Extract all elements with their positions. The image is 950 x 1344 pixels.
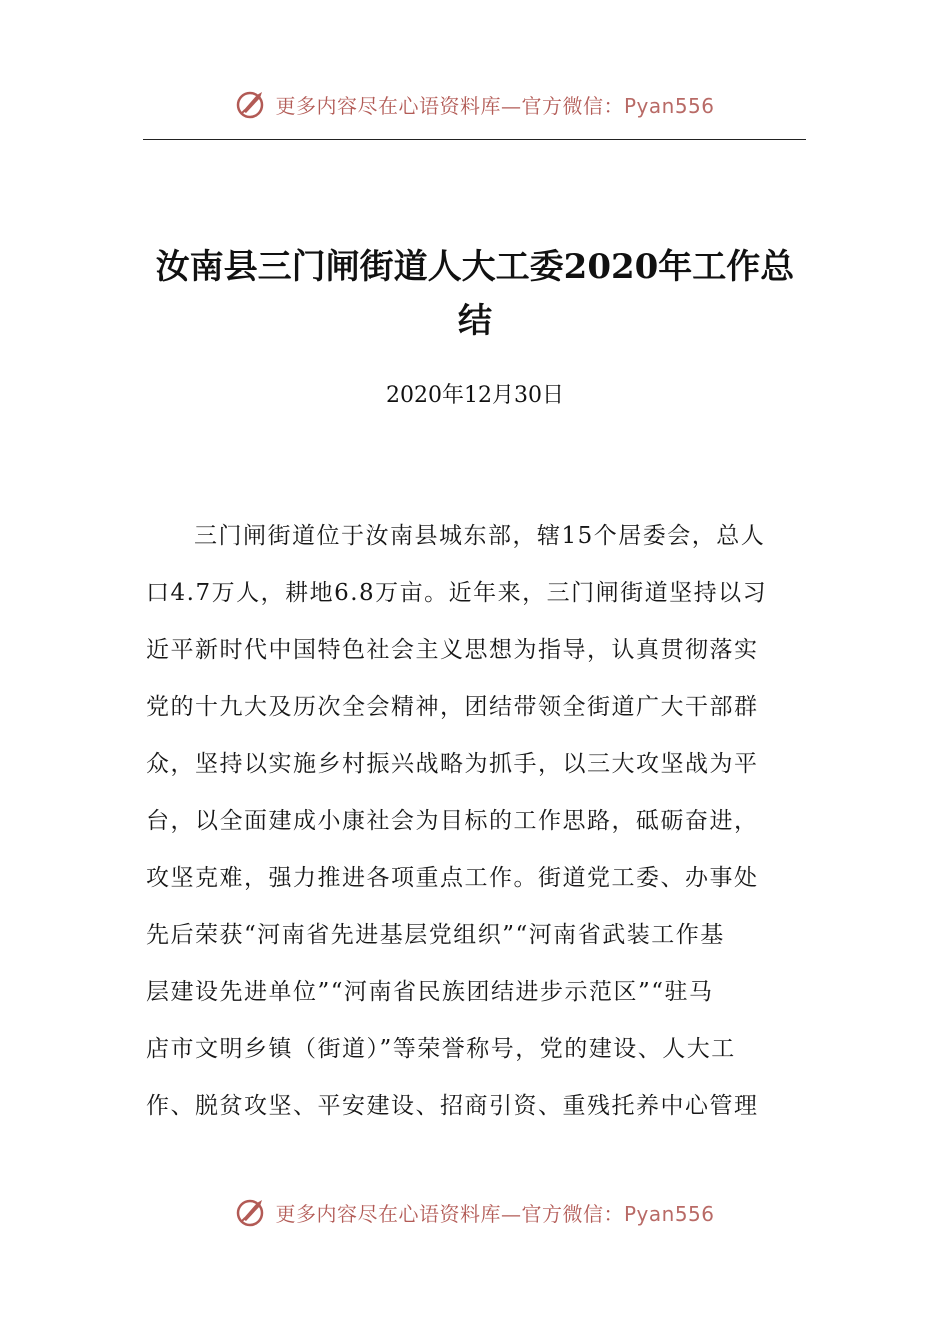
body-line: 店市文明乡镇（街道）”等荣誉称号，党的建设、人大工 — [146, 1036, 736, 1062]
title-line-1: 汝南县三门闸街道人大工委2020年工作总 — [155, 247, 795, 287]
body-line: 近平新时代中国特色社会主义思想为指导，认真贯彻落实 — [146, 637, 759, 663]
footer-banner — [0, 1190, 950, 1234]
body-line: 口4.7万人，耕地6.8万亩。近年来，三门闸街道坚持以习 — [146, 580, 768, 606]
body-line: 攻坚克难，强力推进各项重点工作。街道党工委、办事处 — [146, 865, 759, 891]
header-banner-text: 更多内容尽在心语资料库—官方微信：Pyan556 — [275, 93, 715, 118]
document-date: 2020年12月30日 — [386, 383, 564, 408]
wechat-id: Pyan556 — [623, 1201, 715, 1226]
wechat-id: Pyan556 — [623, 93, 715, 118]
body-line: 台，以全面建成小康社会为目标的工作思路，砥砺奋进， — [146, 808, 759, 834]
body-line: 层建设先进单位”“河南省民族团结进步示范区”“驻马 — [146, 979, 714, 1005]
body-line: 先后荣获“河南省先进基层党组织”“河南省武装工作基 — [146, 922, 725, 948]
pen-nib-circle-icon — [235, 87, 269, 121]
page-title — [120, 240, 830, 348]
body-line: 党的十九大及历次全会精神，团结带领全街道广大干部群 — [146, 694, 759, 720]
header-banner — [0, 82, 950, 126]
body-line: 三门闸街道位于汝南县城东部，辖15个居委会，总人 — [194, 523, 766, 549]
document-body — [146, 512, 806, 1139]
header-divider — [143, 139, 806, 140]
title-line-2: 结 — [458, 301, 492, 341]
footer-banner-text: 更多内容尽在心语资料库—官方微信：Pyan556 — [275, 1201, 715, 1226]
body-line: 作、脱贫攻坚、平安建设、招商引资、重残托养中心管理 — [146, 1093, 759, 1119]
body-line: 众，坚持以实施乡村振兴战略为抓手，以三大攻坚战为平 — [146, 751, 759, 777]
pen-nib-circle-icon — [235, 1195, 269, 1229]
